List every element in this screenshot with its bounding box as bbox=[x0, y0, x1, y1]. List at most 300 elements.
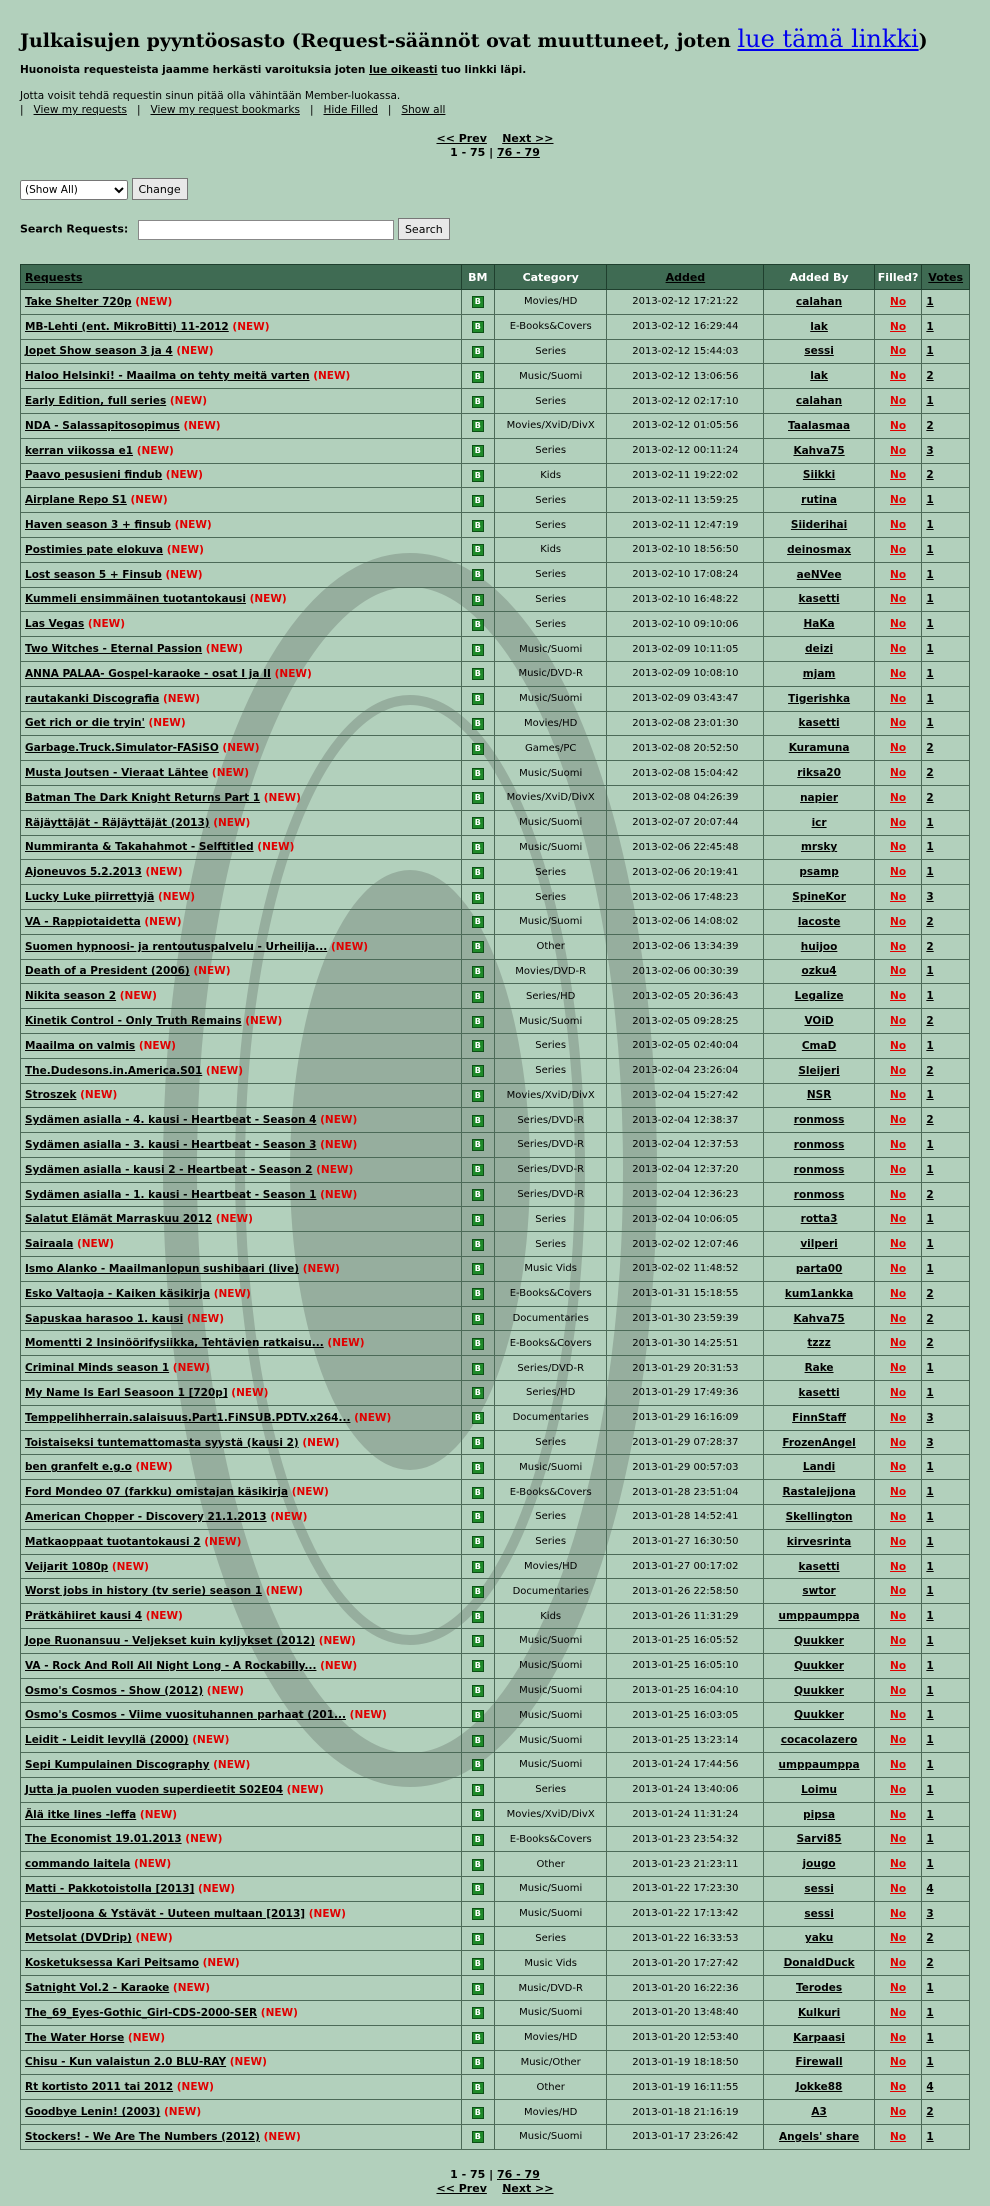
votes-link[interactable]: 1 bbox=[926, 1461, 934, 1474]
filled-link[interactable]: No bbox=[890, 717, 907, 730]
bookmark-icon[interactable]: B bbox=[472, 1586, 484, 1598]
filled-link[interactable]: No bbox=[890, 1213, 907, 1226]
bookmark-icon[interactable]: B bbox=[472, 1859, 484, 1871]
bookmark-icon[interactable]: B bbox=[472, 916, 484, 928]
votes-link[interactable]: 1 bbox=[926, 320, 934, 333]
col-added[interactable]: Added bbox=[607, 265, 764, 290]
votes-link[interactable]: 2 bbox=[926, 1287, 934, 1300]
request-link[interactable]: Metsolat (DVDrip) bbox=[25, 1932, 132, 1945]
votes-link[interactable]: 1 bbox=[926, 1510, 934, 1523]
votes-link[interactable]: 1 bbox=[926, 1560, 934, 1573]
user-link[interactable]: umppaumppa bbox=[778, 1610, 860, 1623]
filled-link[interactable]: No bbox=[890, 1882, 907, 1895]
filled-link[interactable]: No bbox=[890, 370, 907, 383]
request-link[interactable]: VA - Rock And Roll All Night Long - A Rockabilly... bbox=[25, 1659, 317, 1672]
user-link[interactable]: swtor bbox=[802, 1585, 836, 1598]
votes-link[interactable]: 1 bbox=[926, 1238, 934, 1251]
user-link[interactable]: jougo bbox=[802, 1858, 836, 1871]
votes-link[interactable]: 1 bbox=[926, 1734, 934, 1747]
user-link[interactable]: Kulkuri bbox=[797, 2006, 841, 2019]
request-link[interactable]: Posteljoona & Ystävät - Uuteen multaan [2013] bbox=[25, 1907, 306, 1920]
bookmark-icon[interactable]: B bbox=[472, 544, 484, 556]
user-link[interactable]: CmaD bbox=[801, 1039, 837, 1052]
filled-link[interactable]: No bbox=[890, 1337, 907, 1350]
user-link[interactable]: napier bbox=[800, 791, 839, 804]
request-link[interactable]: Sepi Kumpulainen Discography bbox=[25, 1758, 210, 1771]
votes-link[interactable]: 1 bbox=[926, 1709, 934, 1722]
request-link[interactable]: Nikita season 2 bbox=[25, 990, 117, 1003]
votes-link[interactable]: 3 bbox=[926, 1411, 934, 1424]
bookmark-icon[interactable]: B bbox=[472, 1239, 484, 1251]
votes-link[interactable]: 1 bbox=[926, 1039, 934, 1052]
filled-link[interactable]: No bbox=[890, 1535, 907, 1548]
bookmark-icon[interactable]: B bbox=[472, 1016, 484, 1028]
filled-link[interactable]: No bbox=[890, 866, 907, 879]
user-link[interactable]: ronmoss bbox=[793, 1163, 845, 1176]
request-link[interactable]: Jopet Show season 3 ja 4 bbox=[25, 345, 173, 358]
filled-link[interactable]: No bbox=[890, 1585, 907, 1598]
votes-link[interactable]: 1 bbox=[926, 1585, 934, 1598]
user-link[interactable]: huijoo bbox=[800, 940, 838, 953]
votes-link[interactable]: 1 bbox=[926, 1783, 934, 1796]
request-link[interactable]: Osmo's Cosmos - Viime vuosituhannen parhaat (201... bbox=[25, 1709, 346, 1722]
request-link[interactable]: Early Edition, full series bbox=[25, 395, 167, 408]
votes-link[interactable]: 1 bbox=[926, 543, 934, 556]
bookmark-icon[interactable]: B bbox=[472, 817, 484, 829]
bookmark-icon[interactable]: B bbox=[472, 941, 484, 953]
votes-link[interactable]: 1 bbox=[926, 1213, 934, 1226]
votes-link[interactable]: 1 bbox=[926, 692, 934, 705]
votes-link[interactable]: 1 bbox=[926, 1833, 934, 1846]
filled-link[interactable]: No bbox=[890, 2106, 907, 2119]
user-link[interactable]: Terodes bbox=[795, 1982, 843, 1995]
user-link[interactable]: Kuramuna bbox=[788, 742, 850, 755]
votes-link[interactable]: 3 bbox=[926, 1436, 934, 1449]
user-link[interactable]: ronmoss bbox=[793, 1114, 845, 1127]
votes-link[interactable]: 3 bbox=[926, 444, 934, 457]
filled-link[interactable]: No bbox=[890, 2081, 907, 2094]
user-link[interactable]: lak bbox=[810, 370, 828, 383]
filled-link[interactable]: No bbox=[890, 1858, 907, 1871]
user-link[interactable]: kasetti bbox=[798, 1386, 840, 1399]
user-link[interactable]: kasetti bbox=[798, 1560, 840, 1573]
request-link[interactable]: Lucky Luke piirrettyjä bbox=[25, 891, 155, 904]
bookmark-icon[interactable]: B bbox=[472, 1933, 484, 1945]
user-link[interactable]: mrsky bbox=[800, 841, 838, 854]
bookmark-icon[interactable]: B bbox=[472, 1809, 484, 1821]
votes-link[interactable]: 1 bbox=[926, 494, 934, 507]
filled-link[interactable]: No bbox=[890, 618, 907, 631]
user-link[interactable]: pipsa bbox=[803, 1808, 836, 1821]
filled-link[interactable]: No bbox=[890, 2130, 907, 2143]
request-link[interactable]: rautakanki Discografia bbox=[25, 692, 160, 705]
user-link[interactable]: Legalize bbox=[794, 990, 844, 1003]
page-2-link[interactable]: 76 - 79 bbox=[497, 146, 540, 159]
votes-link[interactable]: 2 bbox=[926, 940, 934, 953]
request-link[interactable]: Stockers! - We Are The Numbers (2012) bbox=[25, 2130, 260, 2143]
filled-link[interactable]: No bbox=[890, 1287, 907, 1300]
user-link[interactable]: cocacolazero bbox=[780, 1734, 858, 1747]
search-input[interactable] bbox=[138, 220, 394, 240]
votes-link[interactable]: 4 bbox=[926, 1882, 934, 1895]
request-link[interactable]: Ajoneuvos 5.2.2013 bbox=[25, 866, 142, 879]
request-link[interactable]: Sairaala bbox=[25, 1238, 74, 1251]
filled-link[interactable]: No bbox=[890, 2006, 907, 2019]
request-link[interactable]: Goodbye Lenin! (2003) bbox=[25, 2106, 161, 2119]
next-link[interactable]: Next >> bbox=[502, 132, 554, 145]
votes-link[interactable]: 1 bbox=[926, 2130, 934, 2143]
bookmark-icon[interactable]: B bbox=[472, 718, 484, 730]
filled-link[interactable]: No bbox=[890, 1684, 907, 1697]
request-link[interactable]: Sydämen asialla - 4. kausi - Heartbeat - Season 4 bbox=[25, 1114, 317, 1127]
votes-link[interactable]: 1 bbox=[926, 519, 934, 532]
request-link[interactable]: Stroszek bbox=[25, 1089, 77, 1102]
bookmark-icon[interactable]: B bbox=[472, 792, 484, 804]
request-link[interactable]: Satnight Vol.2 - Karaoke bbox=[25, 1982, 170, 1995]
filled-link[interactable]: No bbox=[890, 543, 907, 556]
user-link[interactable]: deizi bbox=[805, 643, 834, 656]
filled-link[interactable]: No bbox=[890, 1114, 907, 1127]
request-link[interactable]: Haven season 3 + finsub bbox=[25, 519, 171, 532]
user-link[interactable]: Skellington bbox=[785, 1510, 853, 1523]
filled-link[interactable]: No bbox=[890, 1982, 907, 1995]
request-link[interactable]: Toistaiseksi tuntemattomasta syystä (kausi 2) bbox=[25, 1436, 299, 1449]
category-select[interactable] bbox=[20, 180, 128, 200]
request-link[interactable]: ben granfelt e.g.o bbox=[25, 1461, 132, 1474]
filled-link[interactable]: No bbox=[890, 791, 907, 804]
filled-link[interactable]: No bbox=[890, 1560, 907, 1573]
bookmark-icon[interactable]: B bbox=[472, 743, 484, 755]
user-link[interactable]: ozku4 bbox=[801, 965, 837, 978]
request-link[interactable]: Chisu - Kun valaistun 2.0 BLU-RAY bbox=[25, 2056, 227, 2069]
bookmark-icon[interactable]: B bbox=[472, 1462, 484, 1474]
filled-link[interactable]: No bbox=[890, 1312, 907, 1325]
user-link[interactable]: kum1ankka bbox=[784, 1287, 854, 1300]
filled-link[interactable]: No bbox=[890, 965, 907, 978]
user-link[interactable]: kasetti bbox=[798, 593, 840, 606]
filled-link[interactable]: No bbox=[890, 940, 907, 953]
request-link[interactable]: Jutta ja puolen vuoden superdieetit S02E04 bbox=[25, 1783, 284, 1796]
request-link[interactable]: NDA - Salassapitosopimus bbox=[25, 419, 180, 432]
bookmark-icon[interactable]: B bbox=[472, 966, 484, 978]
request-link[interactable]: kerran viikossa e1 bbox=[25, 444, 134, 457]
bookmark-icon[interactable]: B bbox=[472, 1189, 484, 1201]
user-link[interactable]: Sarvi85 bbox=[796, 1833, 842, 1846]
bookmark-icon[interactable]: B bbox=[472, 644, 484, 656]
bookmark-icon[interactable]: B bbox=[472, 1611, 484, 1623]
bookmark-icon[interactable]: B bbox=[472, 1660, 484, 1672]
user-link[interactable]: Tigerishka bbox=[788, 692, 851, 705]
votes-link[interactable]: 1 bbox=[926, 667, 934, 680]
user-link[interactable]: A3 bbox=[811, 2106, 827, 2119]
request-link[interactable]: Garbage.Truck.Simulator-FASiSO bbox=[25, 742, 219, 755]
user-link[interactable]: VOiD bbox=[804, 1015, 834, 1027]
user-link[interactable]: SpineKor bbox=[792, 891, 846, 904]
user-link[interactable]: HaKa bbox=[803, 618, 835, 631]
votes-link[interactable]: 1 bbox=[926, 1610, 934, 1623]
user-link[interactable]: Loimu bbox=[801, 1783, 838, 1796]
votes-link[interactable]: 1 bbox=[926, 816, 934, 829]
request-link[interactable]: Sydämen asialla - 1. kausi - Heartbeat - Season 1 bbox=[25, 1188, 317, 1201]
request-link[interactable]: Kosketuksessa Kari Peitsamo bbox=[25, 1957, 199, 1970]
prev-link-bottom[interactable]: << Prev bbox=[436, 2181, 487, 2195]
bookmark-icon[interactable]: B bbox=[472, 2107, 484, 2119]
request-link[interactable]: Get rich or die tryin' bbox=[25, 717, 145, 730]
votes-link[interactable]: 3 bbox=[926, 891, 934, 904]
user-link[interactable]: calahan bbox=[796, 295, 843, 308]
filled-link[interactable]: No bbox=[890, 1734, 907, 1747]
votes-link[interactable]: 1 bbox=[926, 866, 934, 879]
filled-link[interactable]: No bbox=[890, 667, 907, 680]
filled-link[interactable]: No bbox=[890, 990, 907, 1003]
votes-link[interactable]: 1 bbox=[926, 1684, 934, 1697]
bookmark-icon[interactable]: B bbox=[472, 693, 484, 705]
bookmark-icon[interactable]: B bbox=[472, 420, 484, 432]
bookmark-icon[interactable]: B bbox=[472, 1883, 484, 1895]
user-link[interactable]: Quukker bbox=[794, 1634, 844, 1647]
request-link[interactable]: The Economist 19.01.2013 bbox=[25, 1833, 182, 1846]
view-bookmarks-link[interactable]: View my request bookmarks bbox=[150, 104, 300, 116]
bookmark-icon[interactable]: B bbox=[472, 1834, 484, 1846]
request-link[interactable]: Jope Ruonansuu - Veljekset kuin kyljykset (2012) bbox=[25, 1634, 316, 1647]
filled-link[interactable]: No bbox=[890, 2056, 907, 2069]
filled-link[interactable]: No bbox=[890, 742, 907, 755]
request-link[interactable]: Lost season 5 + Finsub bbox=[25, 568, 162, 581]
filled-link[interactable]: No bbox=[890, 816, 907, 829]
user-link[interactable]: umppaumppa bbox=[778, 1758, 860, 1771]
votes-link[interactable]: 2 bbox=[926, 1015, 934, 1027]
request-link[interactable]: Rt kortisto 2011 tai 2012 bbox=[25, 2081, 174, 2094]
filled-link[interactable]: No bbox=[890, 1262, 907, 1275]
request-link[interactable]: Matti - Pakkotoistolla [2013] bbox=[25, 1882, 195, 1895]
votes-link[interactable]: 2 bbox=[926, 1064, 934, 1077]
rules-link[interactable]: lue tämä linkki bbox=[737, 25, 919, 53]
filled-link[interactable]: No bbox=[890, 643, 907, 656]
filled-link[interactable]: No bbox=[890, 1386, 907, 1399]
filled-link[interactable]: No bbox=[890, 2031, 907, 2044]
user-link[interactable]: Quukker bbox=[794, 1684, 844, 1697]
request-link[interactable]: American Chopper - Discovery 21.1.2013 bbox=[25, 1510, 267, 1523]
filled-link[interactable]: No bbox=[890, 1783, 907, 1796]
user-link[interactable]: ronmoss bbox=[793, 1188, 845, 1201]
bookmark-icon[interactable]: B bbox=[472, 2131, 484, 2143]
filled-link[interactable]: No bbox=[890, 494, 907, 507]
filled-link[interactable]: No bbox=[890, 1932, 907, 1945]
bookmark-icon[interactable]: B bbox=[472, 2057, 484, 2069]
request-link[interactable]: Paavo pesusieni findub bbox=[25, 469, 163, 482]
votes-link[interactable]: 1 bbox=[926, 1486, 934, 1499]
votes-link[interactable]: 1 bbox=[926, 1758, 934, 1771]
votes-link[interactable]: 1 bbox=[926, 1808, 934, 1821]
votes-link[interactable]: 2 bbox=[926, 2106, 934, 2119]
user-link[interactable]: FrozenAngel bbox=[782, 1436, 856, 1449]
filled-link[interactable]: No bbox=[890, 1659, 907, 1672]
bookmark-icon[interactable]: B bbox=[472, 1338, 484, 1350]
user-link[interactable]: Siikki bbox=[802, 469, 836, 482]
page-2-link-bottom[interactable]: 76 - 79 bbox=[497, 2167, 540, 2181]
filled-link[interactable]: No bbox=[890, 1758, 907, 1771]
votes-link[interactable]: 1 bbox=[926, 1163, 934, 1176]
bookmark-icon[interactable]: B bbox=[472, 1635, 484, 1647]
request-link[interactable]: Sapuskaa harasoo 1. kausi bbox=[25, 1312, 184, 1325]
user-link[interactable]: Quukker bbox=[794, 1659, 844, 1672]
filled-link[interactable]: No bbox=[890, 1833, 907, 1846]
user-link[interactable]: ronmoss bbox=[793, 1138, 845, 1151]
hide-filled-link[interactable]: Hide Filled bbox=[323, 104, 378, 116]
votes-link[interactable]: 3 bbox=[926, 1907, 934, 1920]
user-link[interactable]: sessi bbox=[804, 1907, 834, 1920]
bookmark-icon[interactable]: B bbox=[472, 1363, 484, 1375]
bookmark-icon[interactable]: B bbox=[472, 1487, 484, 1499]
col-requests[interactable]: Requests bbox=[21, 265, 462, 290]
votes-link[interactable]: 1 bbox=[926, 1262, 934, 1275]
filled-link[interactable]: No bbox=[890, 1634, 907, 1647]
user-link[interactable]: Taalasmaa bbox=[788, 419, 851, 432]
votes-link[interactable]: 2 bbox=[926, 742, 934, 755]
votes-link[interactable]: 1 bbox=[926, 2006, 934, 2019]
votes-link[interactable]: 2 bbox=[926, 419, 934, 432]
bookmark-icon[interactable]: B bbox=[472, 1710, 484, 1722]
user-link[interactable]: Landi bbox=[802, 1461, 836, 1474]
request-link[interactable]: Sydämen asialla - kausi 2 - Heartbeat - Season 2 bbox=[25, 1163, 313, 1176]
bookmark-icon[interactable]: B bbox=[472, 1511, 484, 1523]
votes-link[interactable]: 2 bbox=[926, 767, 934, 780]
filled-link[interactable]: No bbox=[890, 568, 907, 581]
bookmark-icon[interactable]: B bbox=[472, 321, 484, 333]
request-link[interactable]: Momentti 2 Insinöörifysiikka, Tehtävien ratkaisu... bbox=[25, 1337, 324, 1350]
request-link[interactable]: Nummiranta & Takahahmot - Selftitled bbox=[25, 841, 254, 854]
votes-link[interactable]: 2 bbox=[926, 370, 934, 383]
votes-link[interactable]: 1 bbox=[926, 2031, 934, 2044]
filled-link[interactable]: No bbox=[890, 1015, 907, 1027]
bookmark-icon[interactable]: B bbox=[472, 668, 484, 680]
user-link[interactable]: psamp bbox=[799, 866, 839, 879]
request-link[interactable]: Leidit - Leidit levyllä (2000) bbox=[25, 1734, 189, 1747]
bookmark-icon[interactable]: B bbox=[472, 1958, 484, 1970]
votes-link[interactable]: 1 bbox=[926, 1089, 934, 1102]
bookmark-icon[interactable]: B bbox=[472, 1065, 484, 1077]
votes-link[interactable]: 1 bbox=[926, 593, 934, 606]
filled-link[interactable]: No bbox=[890, 295, 907, 308]
user-link[interactable]: calahan bbox=[796, 395, 843, 408]
votes-link[interactable]: 2 bbox=[926, 1114, 934, 1127]
filled-link[interactable]: No bbox=[890, 593, 907, 606]
votes-link[interactable]: 2 bbox=[926, 791, 934, 804]
votes-link[interactable]: 1 bbox=[926, 2056, 934, 2069]
bookmark-icon[interactable]: B bbox=[472, 520, 484, 532]
filled-link[interactable]: No bbox=[890, 1411, 907, 1424]
bookmark-icon[interactable]: B bbox=[472, 1983, 484, 1995]
bookmark-icon[interactable]: B bbox=[472, 1387, 484, 1399]
user-link[interactable]: Firewall bbox=[795, 2056, 843, 2069]
votes-link[interactable]: 1 bbox=[926, 965, 934, 978]
votes-link[interactable]: 1 bbox=[926, 618, 934, 631]
user-link[interactable]: mjam bbox=[802, 667, 836, 680]
bookmark-icon[interactable]: B bbox=[472, 867, 484, 879]
bookmark-icon[interactable]: B bbox=[472, 495, 484, 507]
votes-link[interactable]: 1 bbox=[926, 717, 934, 730]
request-link[interactable]: MB-Lehti (ent. MikroBitti) 11-2012 bbox=[25, 320, 229, 333]
bookmark-icon[interactable]: B bbox=[472, 1561, 484, 1573]
filled-link[interactable]: No bbox=[890, 1461, 907, 1474]
votes-link[interactable]: 1 bbox=[926, 395, 934, 408]
next-link-bottom[interactable]: Next >> bbox=[502, 2181, 554, 2195]
user-link[interactable]: Sleijeri bbox=[798, 1064, 840, 1077]
votes-link[interactable]: 1 bbox=[926, 1858, 934, 1871]
votes-link[interactable]: 2 bbox=[926, 1337, 934, 1350]
filled-link[interactable]: No bbox=[890, 1610, 907, 1623]
bookmark-icon[interactable]: B bbox=[472, 619, 484, 631]
prev-link[interactable]: << Prev bbox=[436, 132, 487, 145]
col-votes[interactable]: Votes bbox=[922, 265, 970, 290]
user-link[interactable]: DonaldDuck bbox=[783, 1957, 855, 1970]
user-link[interactable]: Rastalejjona bbox=[782, 1486, 856, 1499]
request-link[interactable]: Maailma on valmis bbox=[25, 1039, 136, 1052]
bookmark-icon[interactable]: B bbox=[472, 396, 484, 408]
user-link[interactable]: Rake bbox=[804, 1362, 834, 1375]
filled-link[interactable]: No bbox=[890, 841, 907, 854]
filled-link[interactable]: No bbox=[890, 767, 907, 780]
user-link[interactable]: Karpaasi bbox=[793, 2031, 846, 2044]
user-link[interactable]: kirvesrinta bbox=[786, 1535, 852, 1548]
bookmark-icon[interactable]: B bbox=[472, 1139, 484, 1151]
bookmark-icon[interactable]: B bbox=[472, 1784, 484, 1796]
bookmark-icon[interactable]: B bbox=[472, 1536, 484, 1548]
votes-link[interactable]: 1 bbox=[926, 295, 934, 308]
request-link[interactable]: ANNA PALAA- Gospel-karaoke - osat I ja II bbox=[25, 667, 271, 680]
request-link[interactable]: Älä itke Iines -leffa bbox=[25, 1808, 137, 1821]
votes-link[interactable]: 1 bbox=[926, 1634, 934, 1647]
request-link[interactable]: Las Vegas bbox=[25, 618, 85, 631]
user-link[interactable]: Quukker bbox=[794, 1709, 844, 1722]
filled-link[interactable]: No bbox=[890, 345, 907, 358]
request-link[interactable]: Suomen hypnoosi- ja rentoutuspalvelu - Urheilija... bbox=[25, 940, 328, 953]
read-link[interactable]: lue oikeasti bbox=[369, 64, 438, 76]
filled-link[interactable]: No bbox=[890, 692, 907, 705]
request-link[interactable]: Veijarit 1080p bbox=[25, 1560, 109, 1573]
bookmark-icon[interactable]: B bbox=[472, 470, 484, 482]
filled-link[interactable]: No bbox=[890, 1138, 907, 1151]
bookmark-icon[interactable]: B bbox=[472, 1412, 484, 1424]
request-link[interactable]: Postimies pate elokuva bbox=[25, 543, 164, 556]
user-link[interactable]: sessi bbox=[804, 345, 834, 358]
bookmark-icon[interactable]: B bbox=[472, 1115, 484, 1127]
user-link[interactable]: aeNVee bbox=[796, 568, 842, 581]
user-link[interactable]: FinnStaff bbox=[792, 1411, 847, 1424]
request-link[interactable]: Ismo Alanko - Maailmanlopun sushibaari (live) bbox=[25, 1262, 300, 1275]
user-link[interactable]: NSR bbox=[806, 1089, 832, 1102]
request-link[interactable]: Haloo Helsinki! - Maailma on tehty meitä varten bbox=[25, 370, 310, 383]
change-button[interactable]: Change bbox=[132, 178, 188, 200]
filled-link[interactable]: No bbox=[890, 1039, 907, 1052]
request-link[interactable]: commando laitela bbox=[25, 1858, 131, 1871]
bookmark-icon[interactable]: B bbox=[472, 842, 484, 854]
user-link[interactable]: lacoste bbox=[797, 915, 841, 928]
request-link[interactable]: Kummeli ensimmäinen tuotantokausi bbox=[25, 593, 246, 606]
user-link[interactable]: parta00 bbox=[795, 1262, 843, 1275]
view-my-requests-link[interactable]: View my requests bbox=[33, 104, 127, 116]
user-link[interactable]: lak bbox=[810, 320, 828, 333]
bookmark-icon[interactable]: B bbox=[472, 2032, 484, 2044]
bookmark-icon[interactable]: B bbox=[472, 1759, 484, 1771]
bookmark-icon[interactable]: B bbox=[472, 569, 484, 581]
bookmark-icon[interactable]: B bbox=[472, 991, 484, 1003]
votes-link[interactable]: 2 bbox=[926, 469, 934, 482]
filled-link[interactable]: No bbox=[890, 1907, 907, 1920]
bookmark-icon[interactable]: B bbox=[472, 371, 484, 383]
user-link[interactable]: deinosmax bbox=[787, 543, 852, 556]
votes-link[interactable]: 1 bbox=[926, 990, 934, 1003]
